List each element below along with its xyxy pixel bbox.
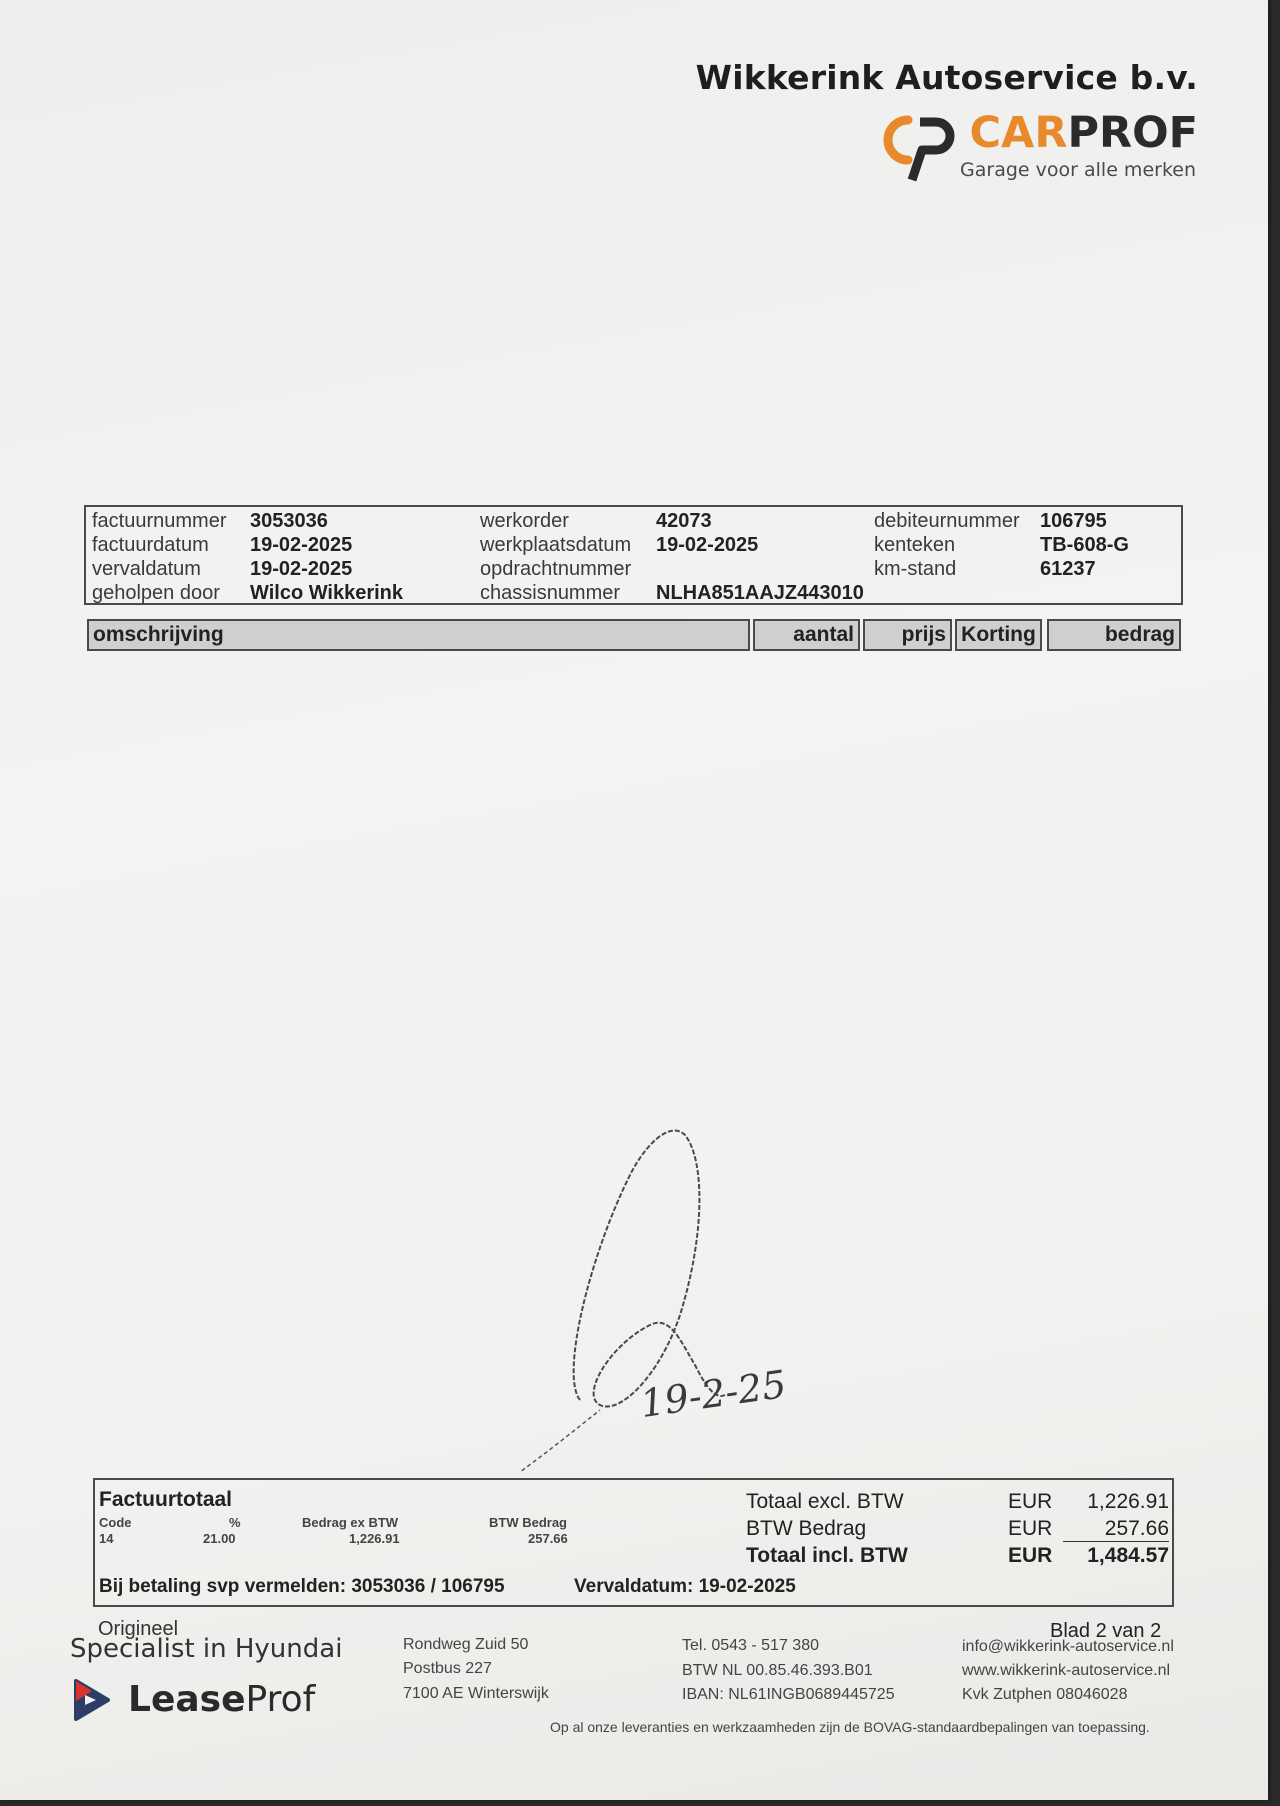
value-factuurdatum: 19-02-2025 (250, 534, 353, 556)
leaseprof-prof: Prof (245, 1679, 316, 1720)
btw-currency: EUR (1008, 1517, 1053, 1540)
value-chassisnummer: NLHA851AAJZ443010 (656, 582, 864, 604)
total-excl-label: Totaal excl. BTW (746, 1490, 904, 1513)
address-line-1: Rondweg Zuid 50 (403, 1636, 529, 1653)
address-line-2: Postbus 227 (403, 1660, 492, 1677)
value-werkplaatsdatum: 19-02-2025 (656, 534, 759, 556)
payment-due-date: Vervaldatum: 19-02-2025 (574, 1576, 796, 1597)
value-kenteken: TB-608-G (1040, 534, 1129, 556)
vat-header-btw: BTW Bedrag (489, 1515, 567, 1530)
value-factuurnummer: 3053036 (250, 510, 328, 532)
page-number: Blad 2 van 2 (1050, 1620, 1162, 1642)
total-incl-label: Totaal incl. BTW (746, 1544, 908, 1567)
address-line-3: 7100 AE Winterswijk (403, 1685, 549, 1702)
label-werkplaatsdatum: werkplaatsdatum (480, 534, 632, 556)
btw-amount: 257.66 (1104, 1517, 1169, 1540)
btw-label: BTW Bedrag (746, 1517, 867, 1540)
label-geholpen-door: geholpen door (92, 582, 220, 604)
total-excl-currency: EUR (1008, 1490, 1053, 1513)
leaseprof-play-icon (72, 1677, 112, 1723)
carprof-cp-logo-icon (878, 110, 958, 182)
col-prijs: prijs (863, 619, 952, 651)
label-opdrachtnummer: opdrachtnummer (480, 558, 632, 580)
label-factuurdatum: factuurdatum (92, 534, 209, 556)
label-vervaldatum: vervaldatum (92, 558, 201, 580)
total-excl-amount: 1,226.91 (1087, 1490, 1169, 1513)
label-km-stand: km-stand (874, 558, 957, 580)
sum-line (1063, 1541, 1169, 1542)
vat-header-bedrag: Bedrag ex BTW (302, 1515, 399, 1530)
online-email: info@wikkerink-autoservice.nl (962, 1638, 1174, 1655)
vat-header-percent: % (229, 1515, 241, 1530)
col-bedrag: bedrag (1047, 619, 1181, 651)
footer-origineel: Origineel (98, 1618, 179, 1640)
company-name: Wikkerink Autoservice b.v. (695, 58, 1198, 97)
brand-prof: PROF (1067, 108, 1198, 158)
contact-iban: IBAN: NL61INGB0689445725 (682, 1686, 895, 1703)
value-debiteurnummer: 106795 (1040, 510, 1107, 532)
footer-specialist: Specialist in Hyundai (70, 1634, 343, 1664)
col-aantal: aantal (753, 619, 860, 651)
contact-btw: BTW NL 00.85.46.393.B01 (682, 1662, 873, 1679)
vat-btw: 257.66 (528, 1531, 568, 1546)
value-vervaldatum: 19-02-2025 (250, 558, 353, 580)
vat-code: 14 (99, 1531, 114, 1546)
signature-date: 19-2-25 (637, 1362, 789, 1426)
col-korting: Korting (955, 619, 1042, 651)
value-km-stand: 61237 (1040, 558, 1096, 580)
vat-percent: 21.00 (203, 1531, 236, 1546)
total-incl-amount: 1,484.57 (1087, 1544, 1169, 1567)
vat-header-code: Code (99, 1515, 132, 1530)
col-omschrijving: omschrijving (87, 619, 750, 651)
online-kvk: Kvk Zutphen 08046028 (962, 1686, 1128, 1703)
total-incl-currency: EUR (1008, 1544, 1053, 1567)
value-werkorder: 42073 (656, 510, 712, 532)
carprof-wordmark (969, 108, 1198, 158)
leaseprof-logo (128, 1679, 315, 1720)
online-website: www.wikkerink-autoservice.nl (962, 1662, 1171, 1679)
label-kenteken: kenteken (874, 534, 956, 556)
vat-bedrag: 1,226.91 (349, 1531, 400, 1546)
label-chassisnummer: chassisnummer (480, 582, 621, 604)
terms-note: Op al onze leveranties en werkzaamheden zijn de BOVAG-standaardbepalingen van toepassing. (550, 1719, 1150, 1735)
totals-title: Factuurtotaal (99, 1488, 233, 1511)
tagline: Garage voor alle merken (960, 159, 1196, 181)
invoice-info-box (84, 505, 1183, 605)
brand-car: CAR (969, 108, 1068, 158)
value-geholpen-door: Wilco Wikkerink (250, 582, 404, 604)
payment-reference: Bij betaling svp vermelden: 3053036 / 106795 (99, 1576, 505, 1597)
label-factuurnummer: factuurnummer (92, 510, 227, 532)
label-debiteurnummer: debiteurnummer (874, 510, 1020, 532)
leaseprof-lease: Lease (128, 1679, 246, 1720)
totals-box (93, 1478, 1174, 1607)
contact-phone: Tel. 0543 - 517 380 (682, 1637, 819, 1654)
label-werkorder: werkorder (480, 510, 569, 532)
